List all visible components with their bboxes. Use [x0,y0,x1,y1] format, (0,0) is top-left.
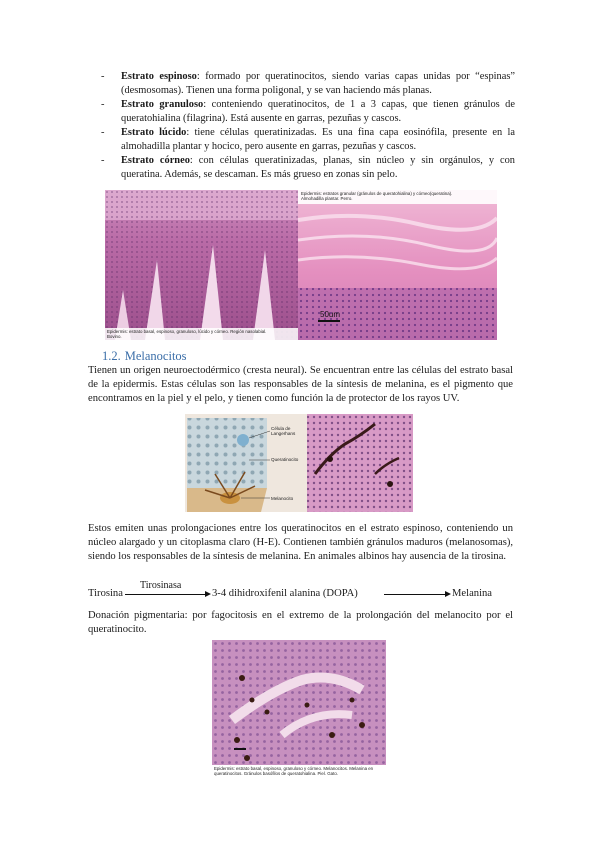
list-item [101,126,515,154]
pathway-intermediate: 3-4 dihidroxifenil alanina (DOPA) [212,588,358,599]
section-number: 1.2. [102,349,121,363]
arrowhead-icon [205,591,211,597]
figure-caption: Epidermis: estrato basal, espinoso, granuloso y córneo. Melanocitos. Melanina en queratinocitos. Gránulos basófilos de queratohialina. Piel. Gato. [214,766,374,777]
stratum-description: : con células queratinizadas, planas, sin núcleo y sin orgánulos, y con queratina. Además, se descaman. Es más grueso en zonas sin pelo. [121,155,516,180]
bullet-dash: - [101,71,105,82]
section-title: Melanocitos [124,349,187,363]
epidermis-micrograph-left [105,190,298,340]
list-item [101,98,515,126]
stratum-term: Estrato espinoso [121,71,197,82]
stratum-description: : conteniendo queratinocitos, de 1 a 3 capas, que tienen gránulos de queratohialina (filagrina). Está ausente en garras, pezuñas y cascos. [121,99,515,124]
pathway-product: Melanina [452,588,493,599]
stratum-term: Estrato córneo [121,155,190,166]
label-queratinocito: Queratinocito [271,457,299,462]
stratum-description: : formado por queratinocitos, siendo varias capas unidas por “espinas” (desmosomas). Tienen una forma poligonal, y se van haciendo más planas. [121,71,515,96]
stratum-term: Estrato granuloso [121,99,204,110]
section-heading [102,349,187,364]
pathway-enzyme: Tirosinasa [140,580,182,591]
melanocyte-figure [185,414,413,512]
list-item [101,70,515,98]
bullet-dash: - [101,99,105,110]
epidermis-micrograph-right [298,190,497,340]
arrowhead-icon [445,591,451,597]
melanin-micrograph [212,640,386,777]
label-langerhans: Célula de Langerhans [271,426,296,437]
strata-list [101,70,515,182]
label-melanocito: Melanocito [271,496,294,501]
pathway-arrow-1 [125,594,206,595]
figure-caption: Epidermis: estrato basal, espinoso, granuloso, lúcido y córneo. Región nasolabial. Bovino. [107,329,267,340]
figure-caption: Epidermis: estratos granular (gránulos de queratohialina) y córneo(queratina). Almohadilla plantar. Perro. [301,191,453,202]
list-item [101,154,515,182]
pathway-substrate: Tirosina [88,588,123,599]
paragraph-melanocitos: Tienen un origen neuroectodérmico (cresta neural). Se encuentran entre las células del estrato basal de la epidermis. Estas células son las responsables de la síntesis de melanina, es el pigmento que encontramos en la piel y el pelo, y tienen como función la de protector de los rayos UV. [88,365,513,404]
stratum-term: Estrato lúcido [121,127,187,138]
histology-image [212,640,386,777]
bullet-dash: - [101,127,105,138]
scale-label: 50um [320,310,341,319]
paragraph-prolongaciones: Estos emiten unas prolongaciones entre los queratinocitos en el estrato espinoso, conteniendo un núcleo alargado y un citoplasma claro (H-E). Contienen también gránulos maduros (melanosomas), siendo los responsables de la síntesis de melanina. En animales albinos hay ausencia de la tirosina. [88,523,513,562]
histology-image [105,190,298,340]
paragraph-donacion: Donación pigmentaria: por fagocitosis en el extremo de la prolongación del melanocito por el queratinocito. [88,610,513,635]
scale-bar [318,320,340,322]
stratum-description: : tiene células queratinizadas. Es una fina capa eosinófila, presente en la almohadilla plantar y hocico, pero ausente en garras, pezuñas y cascos. [121,127,515,152]
pathway-arrow-2 [384,594,446,595]
bullet-dash: - [101,155,105,166]
